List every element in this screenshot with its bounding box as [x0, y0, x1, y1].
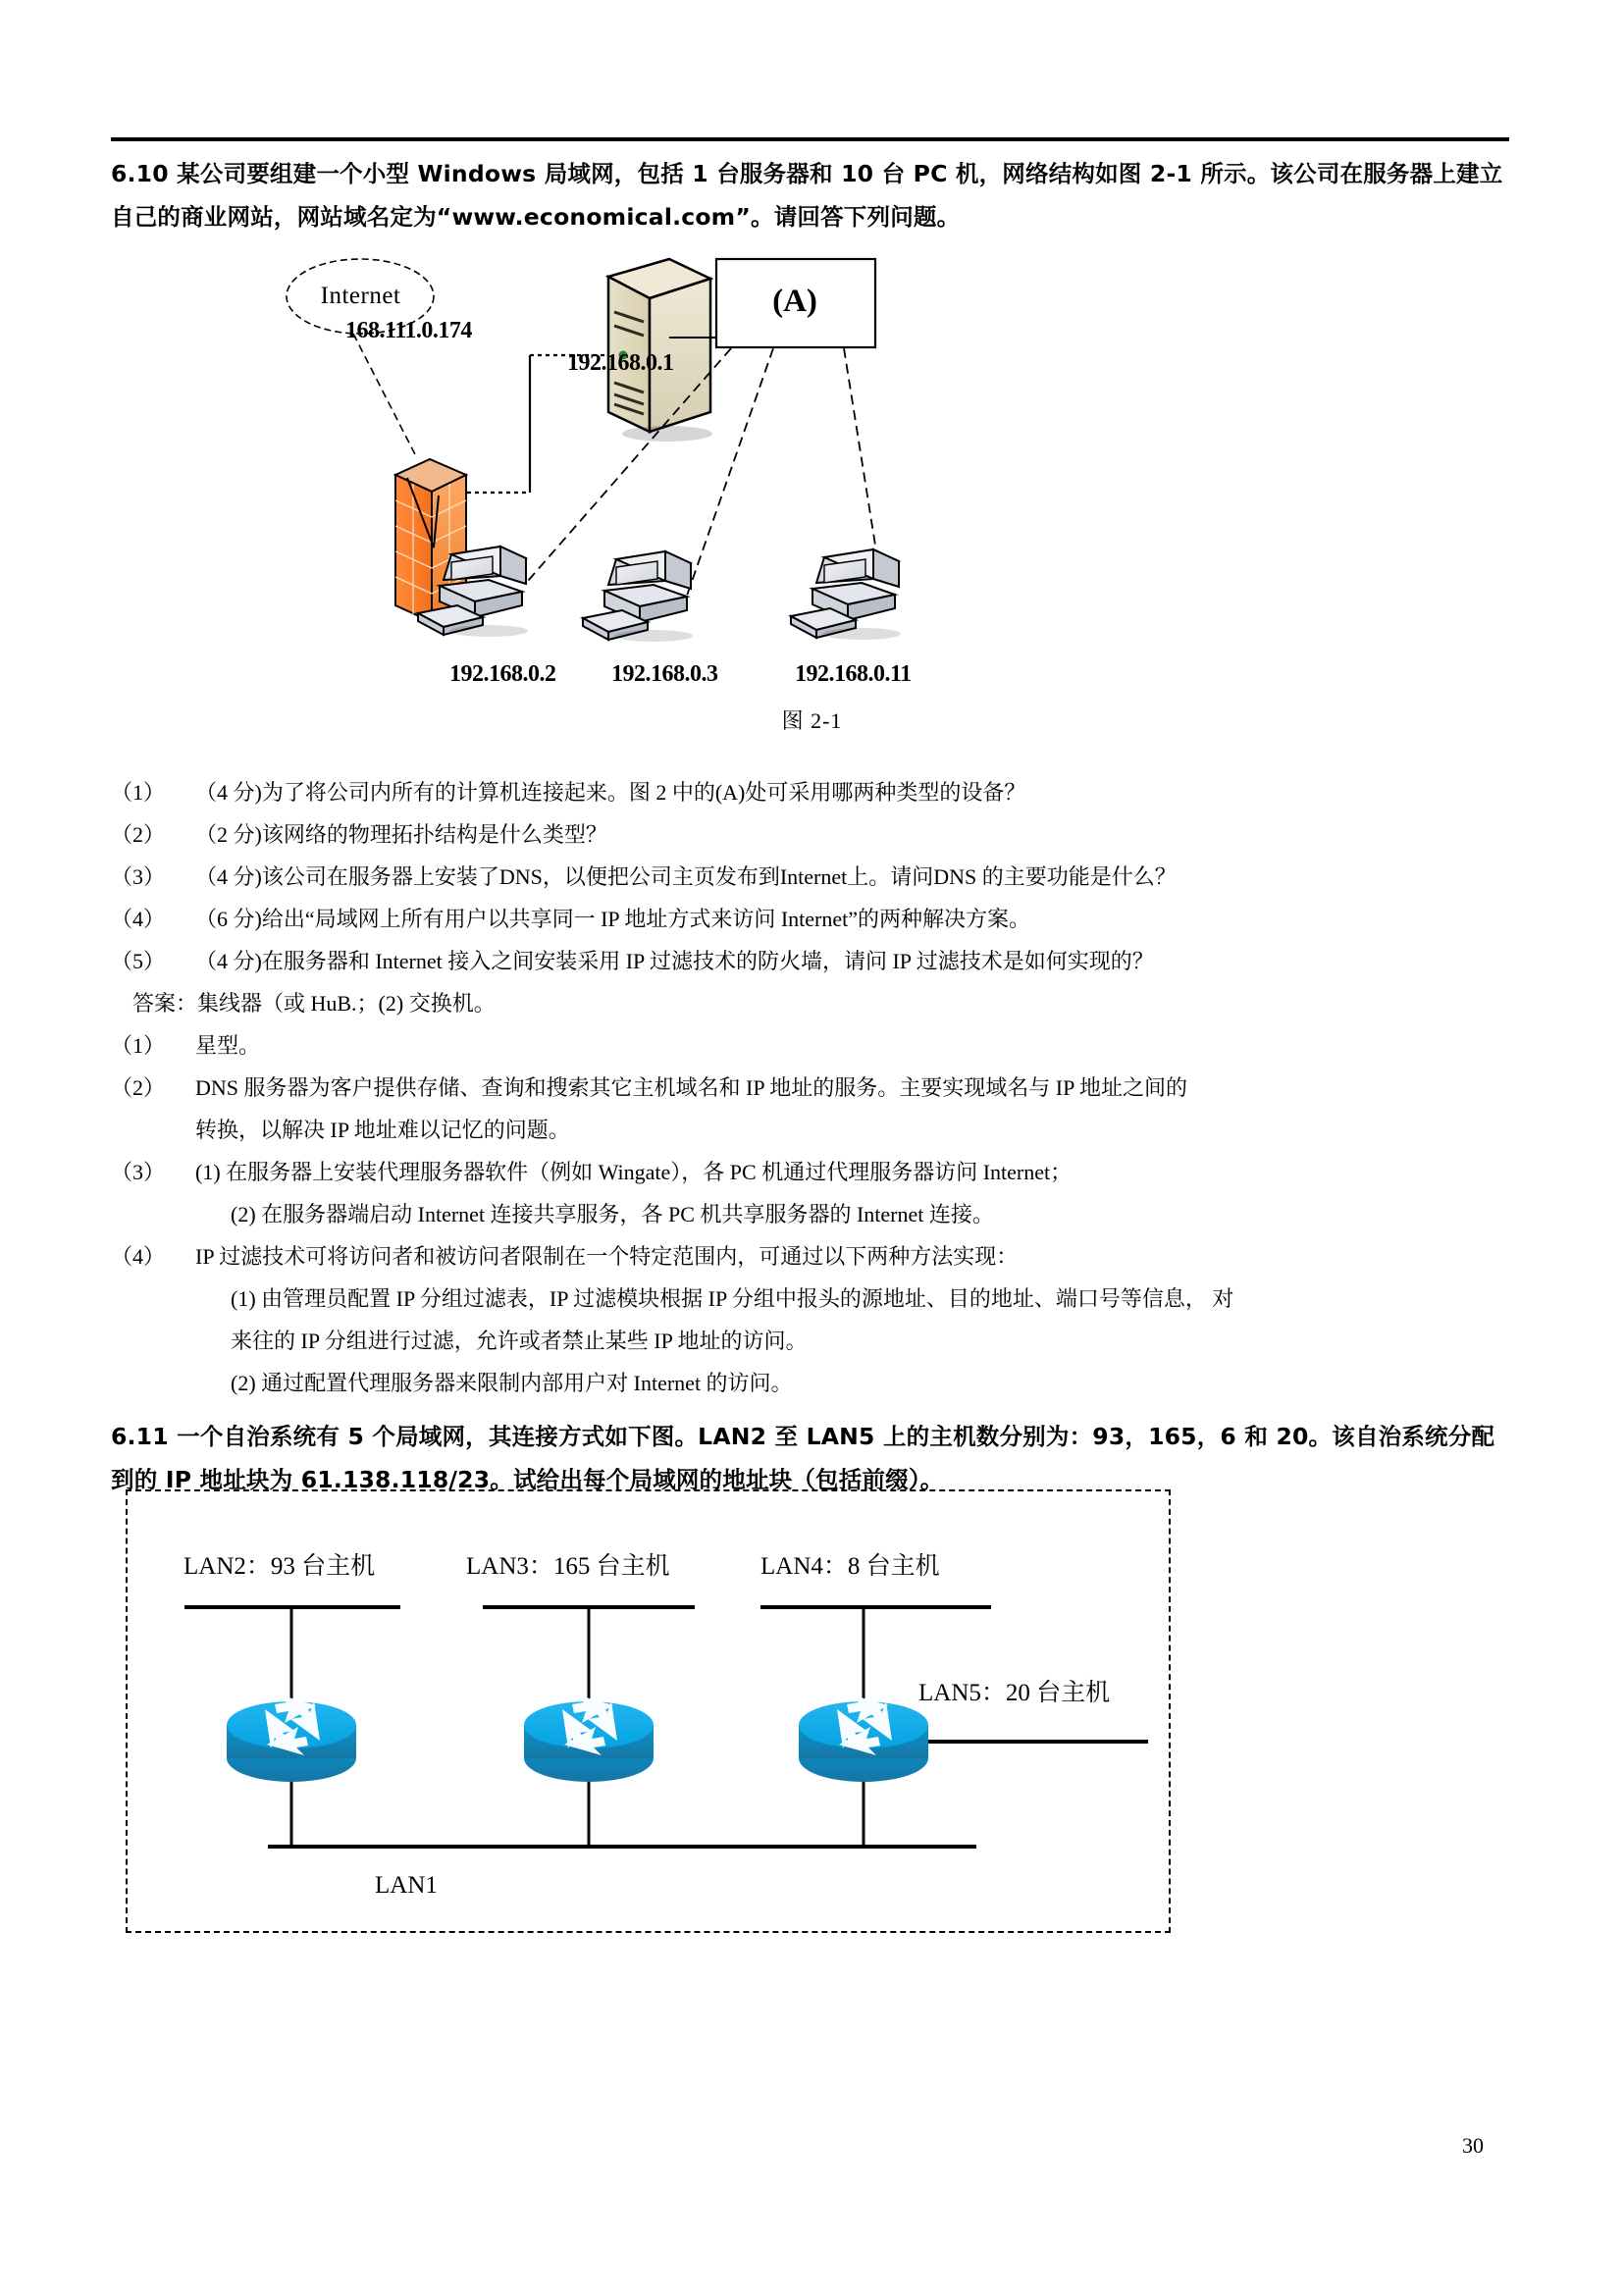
- problem-611-heading: 6.11 一个自治系统有 5 个局域网，其连接方式如下图。LAN2 至 LAN5 上的主机数分别为：93，165，6 和 20。该自治系统分配到的 IP 地址块为 61.138.118/23。试给出每个局域网的地址块（包括前缀）。: [111, 1423, 1495, 1493]
- question-text: （6 分)给出“局域网上所有用户以共享同一 IP 地址方式来访问 Internet”的两种解决方案。: [195, 907, 1031, 931]
- page-number: 30: [1462, 2133, 1484, 2158]
- lan5-label: LAN5：20 台主机: [918, 1680, 1111, 1706]
- answer-line: (1) 在服务器上安装代理服务器软件（例如 Wingate），各 PC 机通过代理服务器访问 Internet；: [195, 1160, 1073, 1184]
- answer-item: [111, 1151, 1514, 1235]
- header-rule: [111, 137, 1509, 141]
- question-number: （4）: [111, 907, 166, 931]
- figure-2-1-caption: 图 2-1: [781, 708, 843, 733]
- answer-number: （2）: [111, 1075, 166, 1100]
- question-item: [111, 813, 1514, 856]
- answer-line: 来往的 IP 分组进行过滤，允许或者禁止某些 IP 地址的访问。: [231, 1329, 808, 1353]
- question-text: （4 分)该公司在服务器上安装了DNS，以便把公司主页发布到Internet上。请问DNS 的主要功能是什么？: [195, 864, 1177, 889]
- internet-cloud-label: Internet: [320, 283, 401, 309]
- answer-number: （4）: [111, 1244, 166, 1269]
- router-3: [799, 1695, 928, 1782]
- answer-text: [195, 1067, 1514, 1151]
- answer-number: （3）: [111, 1160, 166, 1184]
- lan1-label: LAN1: [375, 1872, 438, 1899]
- question-item: [111, 856, 1514, 898]
- answer-item: [111, 1024, 1514, 1067]
- answer-line: DNS 服务器为客户提供存储、查询和搜索其它主机域名和 IP 地址的服务。主要实现域名与 IP 地址之间的: [195, 1075, 1188, 1100]
- answer-item: [111, 1067, 1514, 1151]
- lan4-label: LAN4：8 台主机: [760, 1553, 940, 1580]
- answer-line: IP 过滤技术可将访问者和被访问者限制在一个特定范围内，可通过以下两种方法实现：: [195, 1244, 1019, 1269]
- question-number: （2）: [111, 822, 166, 847]
- answer-number: （1）: [111, 1033, 166, 1058]
- questions-and-answers-list: [111, 771, 1514, 1404]
- answer-line: (2) 通过配置代理服务器来限制内部用户对 Internet 的访问。: [231, 1371, 793, 1395]
- device-a-label: (A): [772, 283, 817, 319]
- lan2-label: LAN2：93 台主机: [183, 1553, 376, 1580]
- wan-ip-label: 168.111.0.174: [345, 318, 472, 343]
- pc-3-ip-label: 192.168.0.11: [795, 661, 912, 687]
- pc-2-ip-label: 192.168.0.3: [611, 661, 718, 687]
- answer-intro-row: [111, 982, 1514, 1024]
- answer-text: [195, 1235, 1514, 1404]
- router-2: [524, 1695, 654, 1782]
- problem-610-heading: 6.10 某公司要组建一个小型 Windows 局域网，包括 1 台服务器和 10 台 PC 机，网络结构如图 2-1 所示。该公司在服务器上建立自己的商业网站，网站域名定为“www.economical.com”。请回答下列问题。: [111, 160, 1503, 231]
- answer-line: 转换，以解决 IP 地址难以记忆的问题。: [195, 1118, 570, 1142]
- answer-line: (1) 由管理员配置 IP 分组过滤表，IP 过滤模块根据 IP 分组中报头的源地址、目的地址、端口号等信息， 对: [231, 1286, 1234, 1311]
- question-number: （5）: [111, 949, 166, 973]
- answer-line: (2) 在服务器端启动 Internet 连接共享服务，各 PC 机共享服务器的 Internet 连接。: [231, 1202, 994, 1226]
- figure-lan-topology: [126, 1489, 1171, 1933]
- answer-text: [195, 1151, 1514, 1235]
- question-text: （2 分)该网络的物理拓扑结构是什么类型？: [195, 822, 607, 847]
- question-text: （4 分)在服务器和 Internet 接入之间安装采用 IP 过滤技术的防火墙，请问 IP 过滤技术是如何实现的？: [195, 949, 1154, 973]
- router-1: [227, 1695, 356, 1782]
- answer-item: [111, 1235, 1514, 1404]
- question-item: [111, 940, 1514, 982]
- server-ip-label: 192.168.0.1: [567, 350, 674, 376]
- pc-1-ip-label: 192.168.0.2: [449, 661, 556, 687]
- question-number: （3）: [111, 864, 166, 889]
- question-item: [111, 898, 1514, 940]
- question-number: （1）: [111, 780, 166, 805]
- answer-text: 星型。: [195, 1033, 261, 1058]
- answer-intro-text: 答案：集线器（或 HuB.；(2) 交换机。: [132, 991, 496, 1016]
- question-item: [111, 771, 1514, 813]
- question-text: （4 分)为了将公司内所有的计算机连接起来。图 2 中的(A)处可采用哪两种类型的设备？: [195, 780, 1026, 805]
- figure-network-topology: [285, 257, 1325, 699]
- lan3-label: LAN3：165 台主机: [466, 1553, 670, 1580]
